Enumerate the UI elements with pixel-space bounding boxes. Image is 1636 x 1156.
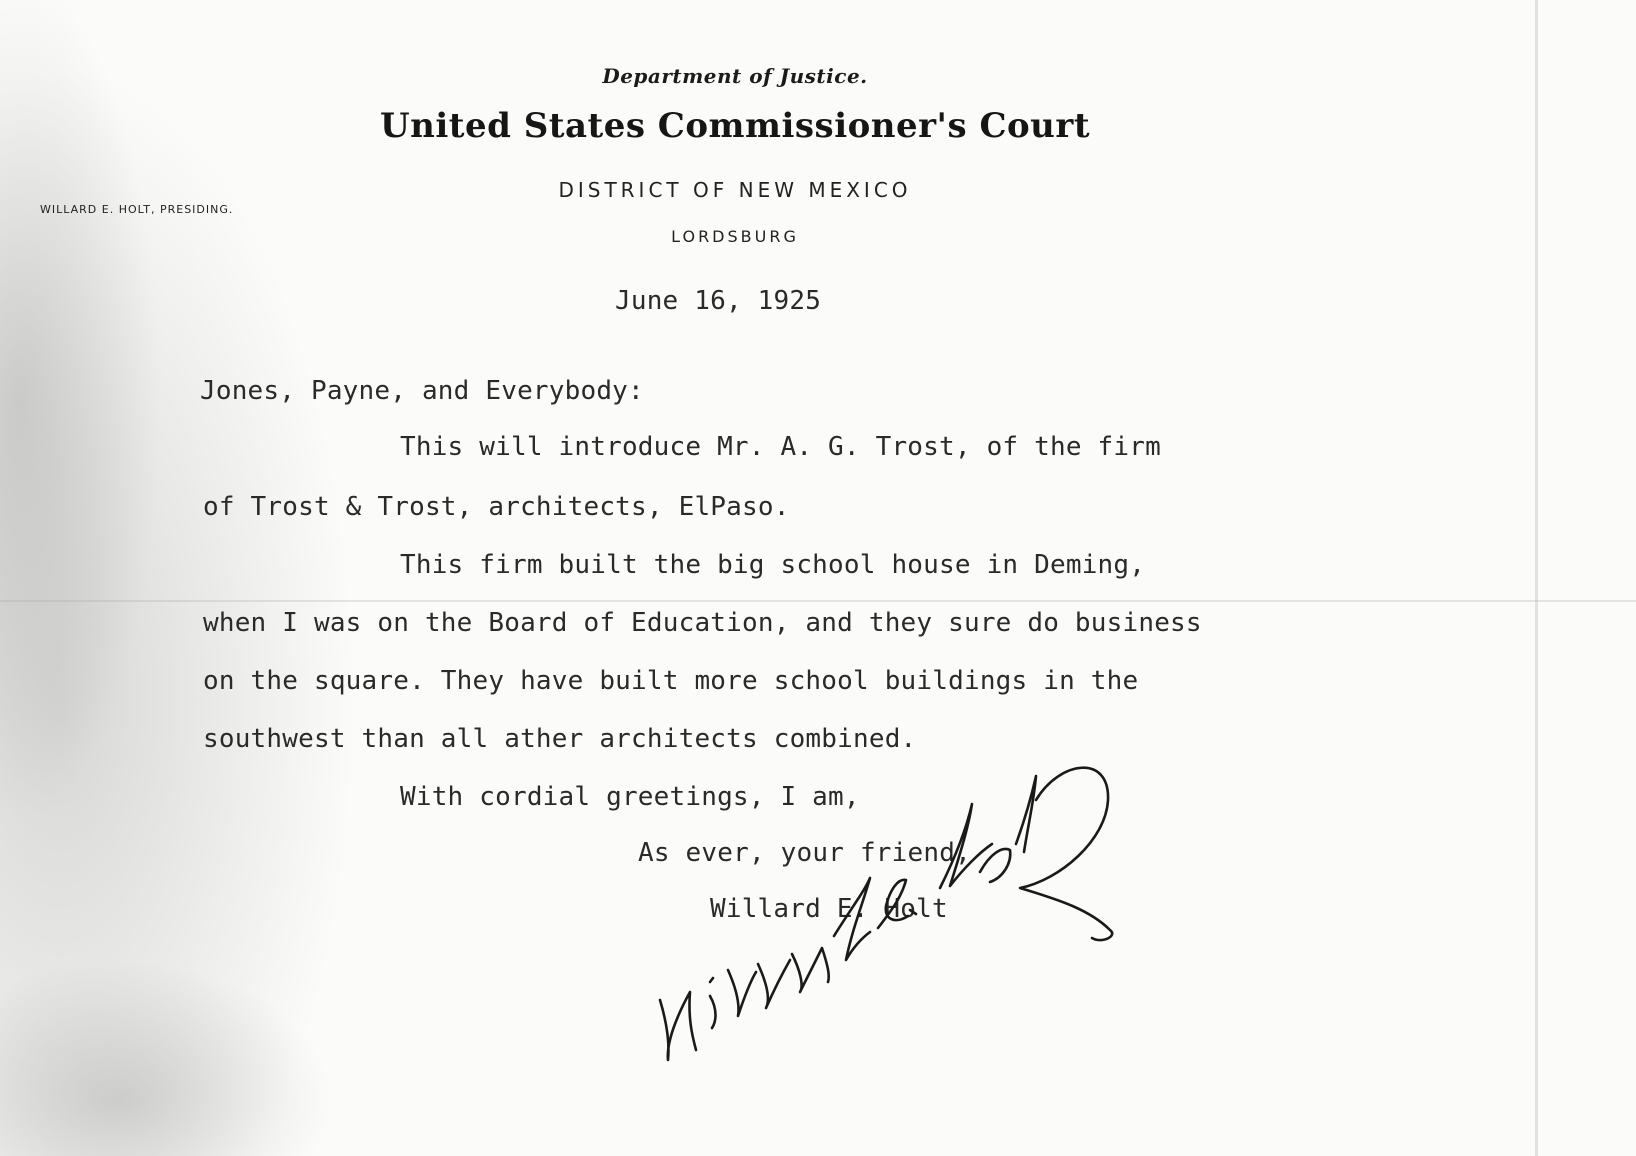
handwritten-signature [640, 760, 1160, 1070]
letterhead-town: LORDSBURG [671, 227, 799, 246]
letter-salutation: Jones, Payne, and Everybody: [200, 376, 644, 406]
body-line-4: when I was on the Board of Education, and they sure do business [203, 608, 1202, 638]
body-line-2: of Trost & Trost, architects, ElPaso. [203, 492, 790, 522]
typed-signature: Willard E. Holt [710, 894, 948, 924]
body-line-6: southwest than all ather architects combined. [203, 724, 917, 754]
body-line-1: This will introduce Mr. A. G. Trost, of the firm [400, 432, 1161, 462]
body-line-7: With cordial greetings, I am, [400, 782, 860, 812]
letterhead-department: Department of Justice. [602, 64, 868, 88]
fold-line [0, 600, 1636, 602]
letter-date: June 16, 1925 [615, 286, 822, 316]
letterhead-district: DISTRICT OF NEW MEXICO [558, 178, 912, 202]
page-edge [1535, 0, 1538, 1156]
letterhead-court: United States Commissioner's Court [379, 106, 1091, 146]
letter-closing: As ever, your friend, [638, 838, 971, 868]
body-line-5: on the square. They have built more school buildings in the [203, 666, 1139, 696]
letterhead-presiding: WILLARD E. HOLT, PRESIDING. [40, 203, 234, 216]
body-line-3: This firm built the big school house in Deming, [400, 550, 1146, 580]
